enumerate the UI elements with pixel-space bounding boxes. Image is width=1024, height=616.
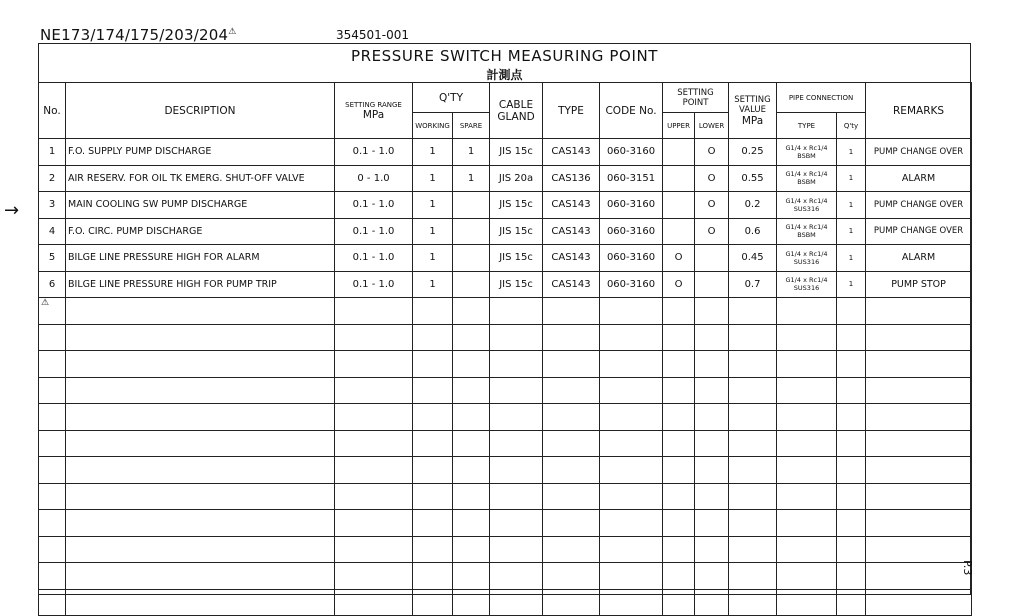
row-setting-value: 0.45 <box>729 245 777 272</box>
empty-cell <box>66 377 335 404</box>
empty-cell <box>66 483 335 510</box>
empty-cell <box>866 483 972 510</box>
row-cable-gland: JIS 15c <box>490 139 543 166</box>
row-setting-lower: O <box>695 192 729 219</box>
pressure-switch-table <box>38 82 972 616</box>
table-body <box>39 139 972 616</box>
row-no: 1 <box>39 139 66 166</box>
empty-cell <box>413 457 453 484</box>
empty-cell <box>729 563 777 590</box>
empty-cell <box>413 589 453 616</box>
row-code-no: 060-3160 <box>600 218 663 245</box>
row-remarks: ALARM <box>866 245 972 272</box>
empty-cell <box>663 404 695 431</box>
empty-cell <box>729 430 777 457</box>
empty-cell <box>729 324 777 351</box>
row-code-no: 060-3160 <box>600 245 663 272</box>
row-remarks: PUMP STOP <box>866 271 972 298</box>
empty-cell <box>600 510 663 537</box>
empty-cell <box>695 324 729 351</box>
row-pipe-qty: 1 <box>837 192 866 219</box>
row-setting-upper <box>663 165 695 192</box>
empty-cell <box>837 430 866 457</box>
empty-cell <box>777 351 837 378</box>
row-qty-spare <box>453 271 490 298</box>
row-setting-upper <box>663 192 695 219</box>
empty-cell <box>453 457 490 484</box>
empty-cell <box>543 483 600 510</box>
empty-cell <box>695 510 729 537</box>
row-code-no: 060-3151 <box>600 165 663 192</box>
empty-cell <box>777 298 837 325</box>
row-qty-working: 1 <box>413 139 453 166</box>
empty-cell <box>600 430 663 457</box>
row-pipe-qty: 1 <box>837 165 866 192</box>
empty-cell <box>543 324 600 351</box>
row-pipe-type: G1/4 x Rc1/4 SUS316 <box>777 192 837 219</box>
empty-cell <box>335 536 413 563</box>
row-description: BILGE LINE PRESSURE HIGH FOR ALARM <box>66 245 335 272</box>
empty-cell <box>663 457 695 484</box>
row-type: CAS143 <box>543 271 600 298</box>
empty-cell <box>413 377 453 404</box>
row-pipe-type: G1/4 x Rc1/4 SUS316 <box>777 245 837 272</box>
empty-cell <box>837 324 866 351</box>
empty-table-row <box>39 430 972 457</box>
empty-cell <box>490 324 543 351</box>
row-cable-gland: JIS 15c <box>490 245 543 272</box>
empty-cell <box>453 351 490 378</box>
empty-cell <box>600 457 663 484</box>
empty-cell <box>695 483 729 510</box>
col-pipe-type: TYPE <box>777 113 837 139</box>
empty-cell <box>729 377 777 404</box>
empty-cell <box>866 377 972 404</box>
row-qty-spare: 1 <box>453 165 490 192</box>
empty-cell <box>837 536 866 563</box>
empty-cell <box>837 483 866 510</box>
row-description: MAIN COOLING SW PUMP DISCHARGE <box>66 192 335 219</box>
empty-cell <box>866 404 972 431</box>
row-setting-range: 0.1 - 1.0 <box>335 271 413 298</box>
row-type: CAS143 <box>543 218 600 245</box>
empty-cell <box>335 510 413 537</box>
row-description: AIR RESERV. FOR OIL TK EMERG. SHUT-OFF VALVE <box>66 165 335 192</box>
table-row <box>39 245 972 272</box>
empty-cell <box>866 351 972 378</box>
empty-cell <box>66 351 335 378</box>
empty-cell <box>39 536 66 563</box>
empty-table-row <box>39 510 972 537</box>
document-title: PRESSURE SWITCH MEASURING POINT <box>350 47 659 65</box>
empty-cell <box>543 563 600 590</box>
empty-cell <box>413 563 453 590</box>
empty-cell <box>453 536 490 563</box>
empty-cell <box>777 510 837 537</box>
empty-cell <box>543 430 600 457</box>
empty-cell <box>600 589 663 616</box>
row-type: CAS143 <box>543 192 600 219</box>
empty-cell <box>777 483 837 510</box>
empty-cell <box>663 351 695 378</box>
empty-cell <box>837 298 866 325</box>
empty-cell <box>335 430 413 457</box>
row-setting-range: 0 - 1.0 <box>335 165 413 192</box>
empty-cell <box>777 563 837 590</box>
empty-cell <box>39 510 66 537</box>
empty-cell <box>695 563 729 590</box>
empty-cell <box>543 404 600 431</box>
row-setting-upper <box>663 139 695 166</box>
empty-cell <box>39 404 66 431</box>
row-setting-lower: O <box>695 218 729 245</box>
empty-cell <box>335 404 413 431</box>
row-description: F.O. SUPPLY PUMP DISCHARGE <box>66 139 335 166</box>
row-setting-lower <box>695 245 729 272</box>
empty-cell <box>777 404 837 431</box>
empty-cell <box>453 563 490 590</box>
row-code-no: 060-3160 <box>600 271 663 298</box>
empty-cell <box>39 324 66 351</box>
empty-cell <box>39 351 66 378</box>
row-setting-lower <box>695 271 729 298</box>
row-pipe-type: G1/4 x Rc1/4 BSBM <box>777 218 837 245</box>
empty-cell <box>777 457 837 484</box>
empty-cell <box>729 589 777 616</box>
empty-cell <box>66 430 335 457</box>
row-remarks: PUMP CHANGE OVER <box>866 139 972 166</box>
col-setting-range: SETTING RANGE MPa <box>335 83 413 139</box>
empty-cell <box>777 324 837 351</box>
empty-cell <box>66 536 335 563</box>
row-pipe-qty: 1 <box>837 139 866 166</box>
document-subtitle: 計測点 <box>486 68 523 82</box>
empty-cell <box>543 589 600 616</box>
row-type: CAS143 <box>543 139 600 166</box>
empty-cell <box>543 457 600 484</box>
row-qty-working: 1 <box>413 165 453 192</box>
row-qty-spare <box>453 192 490 219</box>
empty-cell <box>66 298 335 325</box>
empty-cell <box>543 377 600 404</box>
table-row <box>39 218 972 245</box>
row-setting-value: 0.55 <box>729 165 777 192</box>
col-description: DESCRIPTION <box>66 83 335 139</box>
row-code-no: 060-3160 <box>600 139 663 166</box>
row-remarks: ALARM <box>866 165 972 192</box>
row-no: 5 <box>39 245 66 272</box>
row-description: BILGE LINE PRESSURE HIGH FOR PUMP TRIP <box>66 271 335 298</box>
empty-cell <box>543 298 600 325</box>
empty-cell <box>729 483 777 510</box>
empty-table-row <box>39 536 972 563</box>
row-setting-upper <box>663 218 695 245</box>
col-spare: SPARE <box>453 113 490 139</box>
empty-table-row <box>39 589 972 616</box>
empty-cell <box>866 563 972 590</box>
row-cable-gland: JIS 15c <box>490 218 543 245</box>
empty-cell <box>663 510 695 537</box>
empty-cell <box>335 351 413 378</box>
row-remarks: PUMP CHANGE OVER <box>866 218 972 245</box>
empty-cell <box>729 351 777 378</box>
empty-cell <box>39 589 66 616</box>
empty-cell <box>663 483 695 510</box>
row-type: CAS136 <box>543 165 600 192</box>
empty-cell <box>453 377 490 404</box>
empty-cell <box>600 324 663 351</box>
empty-cell <box>453 589 490 616</box>
col-no: No. <box>39 83 66 139</box>
col-working: WORKING <box>413 113 453 139</box>
row-setting-value: 0.6 <box>729 218 777 245</box>
revision-mark-icon: ⚠ <box>228 27 237 37</box>
row-qty-working: 1 <box>413 218 453 245</box>
empty-table-row <box>39 457 972 484</box>
empty-table-row <box>39 377 972 404</box>
row-setting-range: 0.1 - 1.0 <box>335 218 413 245</box>
row-no: 3 <box>39 192 66 219</box>
empty-cell <box>413 483 453 510</box>
empty-cell <box>490 404 543 431</box>
table-row <box>39 192 972 219</box>
empty-cell <box>695 589 729 616</box>
empty-cell <box>490 430 543 457</box>
empty-cell <box>729 298 777 325</box>
row-qty-spare <box>453 245 490 272</box>
row-pipe-qty: 1 <box>837 271 866 298</box>
col-code-no: CODE No. <box>600 83 663 139</box>
row-cable-gland: JIS 15c <box>490 271 543 298</box>
empty-cell <box>866 298 972 325</box>
empty-cell <box>66 404 335 431</box>
empty-cell <box>695 457 729 484</box>
empty-table-row <box>39 483 972 510</box>
empty-cell <box>453 483 490 510</box>
empty-table-row <box>39 298 972 325</box>
empty-cell <box>543 351 600 378</box>
row-qty-working: 1 <box>413 192 453 219</box>
empty-cell <box>600 298 663 325</box>
empty-cell <box>66 324 335 351</box>
row-setting-value: 0.25 <box>729 139 777 166</box>
empty-cell <box>413 351 453 378</box>
row-setting-range: 0.1 - 1.0 <box>335 245 413 272</box>
empty-cell <box>543 510 600 537</box>
document-number: 354501-001 <box>336 28 410 42</box>
document-sheet <box>38 43 971 595</box>
empty-cell <box>777 377 837 404</box>
row-cable-gland: JIS 15c <box>490 192 543 219</box>
empty-cell <box>663 563 695 590</box>
empty-cell <box>490 351 543 378</box>
empty-cell <box>39 483 66 510</box>
empty-cell <box>663 377 695 404</box>
empty-cell <box>490 589 543 616</box>
empty-table-row <box>39 404 972 431</box>
row-pipe-qty: 1 <box>837 218 866 245</box>
row-qty-working: 1 <box>413 245 453 272</box>
col-qty: Q'TY <box>413 83 490 113</box>
empty-cell <box>490 457 543 484</box>
row-setting-upper: O <box>663 245 695 272</box>
empty-cell <box>600 351 663 378</box>
empty-cell <box>490 510 543 537</box>
empty-cell <box>695 430 729 457</box>
empty-cell <box>695 377 729 404</box>
row-setting-value: 0.7 <box>729 271 777 298</box>
empty-cell <box>695 298 729 325</box>
empty-cell <box>66 510 335 537</box>
empty-cell <box>413 298 453 325</box>
row-setting-lower: O <box>695 165 729 192</box>
empty-cell <box>39 563 66 590</box>
empty-cell <box>777 430 837 457</box>
row-no: 6 <box>39 271 66 298</box>
empty-cell <box>335 377 413 404</box>
col-cable-gland: CABLE GLAND <box>490 83 543 139</box>
row-remarks: PUMP CHANGE OVER <box>866 192 972 219</box>
empty-cell <box>663 430 695 457</box>
empty-cell <box>413 324 453 351</box>
row-code-no: 060-3160 <box>600 192 663 219</box>
empty-cell <box>729 457 777 484</box>
col-setting-value: SETTING VALUE MPa <box>729 83 777 139</box>
empty-cell <box>600 377 663 404</box>
row-pipe-type: G1/4 x Rc1/4 SUS316 <box>777 271 837 298</box>
empty-cell <box>837 589 866 616</box>
empty-cell <box>837 377 866 404</box>
vessel-ids: NE173/174/175/203/204⚠ <box>40 26 237 44</box>
col-remarks: REMARKS <box>866 83 972 139</box>
empty-cell <box>335 589 413 616</box>
row-description: F.O. CIRC. PUMP DISCHARGE <box>66 218 335 245</box>
empty-cell <box>39 457 66 484</box>
empty-cell <box>453 510 490 537</box>
row-pipe-qty: 1 <box>837 245 866 272</box>
empty-cell <box>600 563 663 590</box>
empty-cell <box>663 536 695 563</box>
empty-cell <box>66 563 335 590</box>
empty-cell <box>663 298 695 325</box>
empty-cell <box>837 404 866 431</box>
empty-cell <box>866 510 972 537</box>
col-lower: LOWER <box>695 113 729 139</box>
row-pipe-type: G1/4 x Rc1/4 BSBM <box>777 139 837 166</box>
empty-cell <box>837 510 866 537</box>
empty-cell <box>837 457 866 484</box>
col-pipe-connection: PIPE CONNECTION <box>777 83 866 113</box>
empty-cell <box>66 589 335 616</box>
empty-cell <box>663 324 695 351</box>
row-no: 4 <box>39 218 66 245</box>
empty-cell <box>729 510 777 537</box>
empty-cell <box>600 536 663 563</box>
empty-cell <box>413 404 453 431</box>
row-setting-range: 0.1 - 1.0 <box>335 192 413 219</box>
row-qty-spare: 1 <box>453 139 490 166</box>
page-number: P.3 <box>961 560 974 576</box>
empty-cell <box>490 563 543 590</box>
row-setting-lower: O <box>695 139 729 166</box>
empty-cell <box>866 457 972 484</box>
arrow-marker-icon: → <box>4 200 20 221</box>
col-setting-point: SETTING POINT <box>663 83 729 113</box>
empty-cell <box>490 377 543 404</box>
row-setting-upper: O <box>663 271 695 298</box>
empty-cell <box>335 324 413 351</box>
empty-cell <box>729 404 777 431</box>
col-type: TYPE <box>543 83 600 139</box>
row-type: CAS143 <box>543 245 600 272</box>
empty-cell <box>695 404 729 431</box>
row-qty-working: 1 <box>413 271 453 298</box>
empty-cell <box>335 298 413 325</box>
table-row <box>39 271 972 298</box>
empty-cell <box>335 483 413 510</box>
table-row <box>39 165 972 192</box>
empty-cell <box>866 430 972 457</box>
row-no: 2 <box>39 165 66 192</box>
empty-cell <box>335 457 413 484</box>
empty-cell <box>66 457 335 484</box>
revision-mark-icon: ⚠ <box>39 298 66 325</box>
col-pipe-qty: Q'ty <box>837 113 866 139</box>
empty-cell <box>543 536 600 563</box>
empty-cell <box>866 324 972 351</box>
col-upper: UPPER <box>663 113 695 139</box>
empty-cell <box>39 430 66 457</box>
empty-cell <box>695 351 729 378</box>
empty-cell <box>335 563 413 590</box>
empty-cell <box>695 536 729 563</box>
empty-cell <box>490 483 543 510</box>
empty-cell <box>729 536 777 563</box>
row-setting-value: 0.2 <box>729 192 777 219</box>
empty-cell <box>490 298 543 325</box>
empty-cell <box>600 404 663 431</box>
empty-cell <box>39 377 66 404</box>
row-cable-gland: JIS 20a <box>490 165 543 192</box>
empty-cell <box>453 324 490 351</box>
empty-cell <box>413 510 453 537</box>
empty-cell <box>600 483 663 510</box>
empty-cell <box>453 404 490 431</box>
empty-cell <box>453 430 490 457</box>
table-row <box>39 139 972 166</box>
row-setting-range: 0.1 - 1.0 <box>335 139 413 166</box>
empty-cell <box>837 351 866 378</box>
empty-table-row <box>39 324 972 351</box>
empty-cell <box>777 536 837 563</box>
empty-table-row <box>39 351 972 378</box>
empty-cell <box>777 589 837 616</box>
row-qty-spare <box>453 218 490 245</box>
empty-cell <box>866 589 972 616</box>
empty-cell <box>490 536 543 563</box>
empty-cell <box>837 563 866 590</box>
empty-cell <box>413 430 453 457</box>
empty-table-row <box>39 563 972 590</box>
row-pipe-type: G1/4 x Rc1/4 BSBM <box>777 165 837 192</box>
empty-cell <box>866 536 972 563</box>
empty-cell <box>663 589 695 616</box>
empty-cell <box>413 536 453 563</box>
empty-cell <box>453 298 490 325</box>
